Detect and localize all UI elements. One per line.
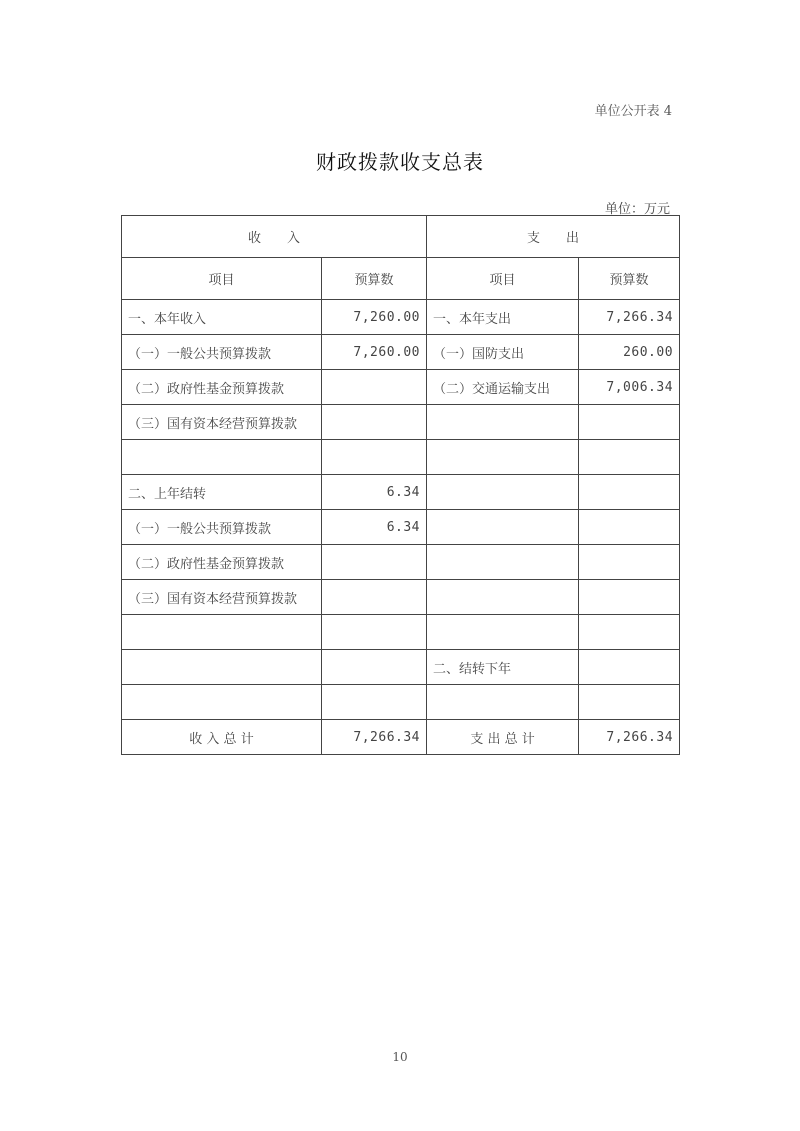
expenditure-value-cell [579, 475, 680, 510]
income-item-cell: （三）国有资本经营预算拨款 [122, 580, 322, 615]
income-value-cell: 6.34 [322, 475, 427, 510]
expenditure-value-cell: 7,266.34 [579, 300, 680, 335]
income-header: 收 入 [122, 216, 427, 258]
expenditure-value-cell [579, 615, 680, 650]
table-row [122, 650, 680, 685]
table-row [122, 440, 680, 475]
income-value-cell [322, 440, 427, 475]
income-total-label: 收 入 总 计 [122, 720, 322, 755]
table-row [122, 300, 680, 335]
expenditure-item-cell: 二、结转下年 [427, 650, 579, 685]
income-item-cell: （一）一般公共预算拨款 [122, 335, 322, 370]
income-item-cell: （三）国有资本经营预算拨款 [122, 405, 322, 440]
table-row [122, 510, 680, 545]
expenditure-item-cell: （二）交通运输支出 [427, 370, 579, 405]
income-total-value: 7,266.34 [322, 720, 427, 755]
page-number: 10 [392, 1050, 408, 1064]
expenditure-item-header: 项目 [427, 258, 579, 300]
income-item-cell: （二）政府性基金预算拨款 [122, 370, 322, 405]
expenditure-value-cell [579, 440, 680, 475]
income-value-cell: 7,260.00 [322, 300, 427, 335]
table-row [122, 580, 680, 615]
expenditure-item-cell [427, 440, 579, 475]
table-subheader-row [122, 258, 680, 300]
income-value-cell [322, 685, 427, 720]
table-row [122, 545, 680, 580]
page-title: 财政拨款收支总表 [316, 150, 484, 174]
table-header-row [122, 216, 680, 258]
table-row [122, 685, 680, 720]
income-budget-header: 预算数 [322, 258, 427, 300]
form-label: 单位公开表 4 [594, 104, 672, 119]
table-row [122, 335, 680, 370]
expenditure-item-cell [427, 685, 579, 720]
expenditure-value-cell [579, 510, 680, 545]
expenditure-total-value: 7,266.34 [579, 720, 680, 755]
expenditure-item-cell [427, 580, 579, 615]
income-item-cell: 二、上年结转 [122, 475, 322, 510]
expenditure-value-cell [579, 580, 680, 615]
income-item-cell [122, 440, 322, 475]
unit-label: 单位：万元 [604, 202, 670, 217]
income-value-cell [322, 545, 427, 580]
expenditure-item-cell [427, 545, 579, 580]
income-value-cell [322, 405, 427, 440]
income-item-header: 项目 [122, 258, 322, 300]
table-row [122, 405, 680, 440]
income-value-cell: 7,260.00 [322, 335, 427, 370]
expenditure-value-cell [579, 685, 680, 720]
expenditure-budget-header: 预算数 [579, 258, 680, 300]
expenditure-item-cell [427, 615, 579, 650]
expenditure-item-cell [427, 510, 579, 545]
expenditure-value-cell [579, 545, 680, 580]
income-item-cell: 一、本年收入 [122, 300, 322, 335]
income-item-cell: （二）政府性基金预算拨款 [122, 545, 322, 580]
table-row [122, 615, 680, 650]
expenditure-item-cell: （一）国防支出 [427, 335, 579, 370]
expenditure-item-cell: 一、本年支出 [427, 300, 579, 335]
expenditure-item-cell [427, 405, 579, 440]
budget-table [121, 215, 680, 755]
expenditure-item-cell [427, 475, 579, 510]
income-value-cell [322, 370, 427, 405]
expenditure-total-label: 支 出 总 计 [427, 720, 579, 755]
income-item-cell [122, 685, 322, 720]
table-row [122, 475, 680, 510]
expenditure-value-cell: 7,006.34 [579, 370, 680, 405]
income-item-cell [122, 650, 322, 685]
expenditure-header: 支 出 [427, 216, 680, 258]
income-value-cell [322, 615, 427, 650]
income-value-cell: 6.34 [322, 510, 427, 545]
totals-row [122, 720, 680, 755]
expenditure-value-cell [579, 405, 680, 440]
expenditure-value-cell [579, 650, 680, 685]
income-item-cell: （一）一般公共预算拨款 [122, 510, 322, 545]
income-value-cell [322, 580, 427, 615]
table-row [122, 370, 680, 405]
income-item-cell [122, 615, 322, 650]
expenditure-value-cell: 260.00 [579, 335, 680, 370]
income-value-cell [322, 650, 427, 685]
